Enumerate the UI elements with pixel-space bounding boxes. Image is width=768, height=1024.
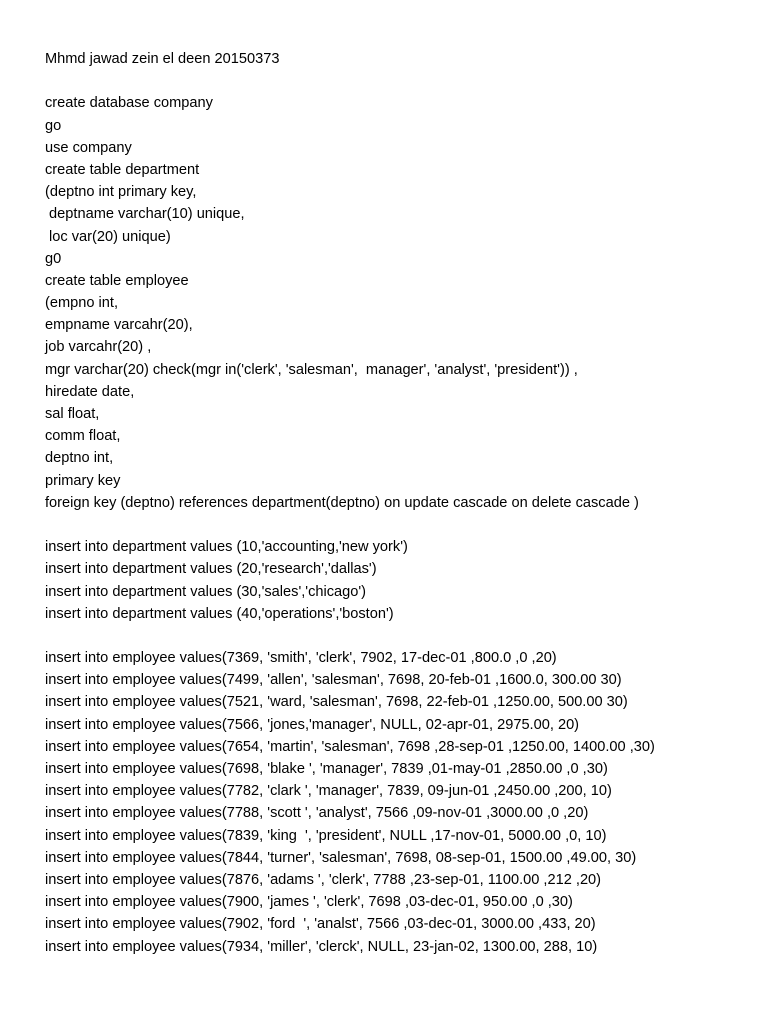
code-line: insert into employee values(7839, 'king ', 'president', NULL ,17-nov-01, 5000.00 ,0, 10) <box>45 827 607 844</box>
code-line: insert into employee values(7902, 'ford ', 'analst', 7566 ,03-dec-01, 3000.00 ,433, 20) <box>45 916 596 933</box>
spacer <box>45 514 755 536</box>
code-line: (empno int, <box>45 295 119 312</box>
code-line: insert into department values (40,'operations','boston') <box>45 605 394 622</box>
create-section <box>45 92 755 514</box>
department-inserts <box>45 536 755 625</box>
code-line: insert into employee values(7782, 'clark ', 'manager', 7839, 09-jun-01 ,2450.00 ,200, 10) <box>45 783 612 800</box>
author-line: Mhmd jawad zein el deen 20150373 <box>45 51 280 67</box>
document-page <box>45 48 755 958</box>
code-line: insert into employee values(7566, 'jones,'manager', NULL, 02-apr-01, 2975.00, 20) <box>45 716 580 733</box>
code-line: insert into department values (10,'accounting,'new york') <box>45 539 408 556</box>
code-line: insert into employee values(7934, 'miller', 'clerck', NULL, 23-jan-02, 1300.00, 288, 10) <box>45 938 598 955</box>
code-line: insert into employee values(7876, 'adams ', 'clerk', 7788 ,23-sep-01, 1100.00 ,212 ,20) <box>45 871 602 888</box>
code-line: insert into employee values(7369, 'smith', 'clerk', 7902, 17-dec-01 ,800.0 ,0 ,20) <box>45 650 557 667</box>
code-line: empname varcahr(20), <box>45 317 193 334</box>
employee-inserts <box>45 647 755 958</box>
code-line: comm float, <box>45 428 121 445</box>
code-line: insert into department values (20,'research','dallas') <box>45 561 377 578</box>
spacer <box>45 70 755 92</box>
code-line: insert into employee values(7844, 'turner', 'salesman', 7698, 08-sep-01, 1500.00 ,49.00, 30) <box>45 849 637 866</box>
code-line: insert into employee values(7654, 'martin', 'salesman', 7698 ,28-sep-01 ,1250.00, 1400.00 ,30) <box>45 738 655 755</box>
code-line: mgr varchar(20) check(mgr in('clerk', 'salesman', manager', 'analyst', 'president')) , <box>45 361 578 378</box>
code-line: insert into employee values(7521, 'ward, 'salesman', 7698, 22-feb-01 ,1250.00, 500.00 30) <box>45 694 628 711</box>
code-line: loc var(20) unique) <box>45 228 171 245</box>
code-line: insert into employee values(7788, 'scott ', 'analyst', 7566 ,09-nov-01 ,3000.00 ,0 ,20) <box>45 805 589 822</box>
code-line: primary key <box>45 472 121 489</box>
code-line: create database company <box>45 95 213 112</box>
code-line: (deptno int primary key, <box>45 184 197 201</box>
code-line: job varcahr(20) , <box>45 339 152 356</box>
code-line: insert into employee values(7900, 'james ', 'clerk', 7698 ,03-dec-01, 950.00 ,0 ,30) <box>45 894 573 911</box>
code-line: hiredate date, <box>45 383 135 400</box>
code-line: use company <box>45 139 132 156</box>
code-line: deptname varchar(10) unique, <box>45 206 245 223</box>
code-line: create table department <box>45 161 200 178</box>
code-line: insert into employee values(7698, 'blake ', 'manager', 7839 ,01-may-01 ,2850.00 ,0 ,30) <box>45 761 608 777</box>
spacer <box>45 625 755 647</box>
code-line: insert into department values (30,'sales','chicago') <box>45 583 367 600</box>
code-line: deptno int, <box>45 450 114 467</box>
code-line: insert into employee values(7499, 'allen', 'salesman', 7698, 20-feb-01 ,1600.0, 300.00 30) <box>45 672 622 689</box>
code-line: foreign key (deptno) references department(deptno) on update cascade on delete cascade ) <box>45 494 639 511</box>
code-line: g0 <box>45 250 62 267</box>
code-line: sal float, <box>45 406 100 422</box>
code-line: create table employee <box>45 272 189 289</box>
code-line: go <box>45 117 62 134</box>
